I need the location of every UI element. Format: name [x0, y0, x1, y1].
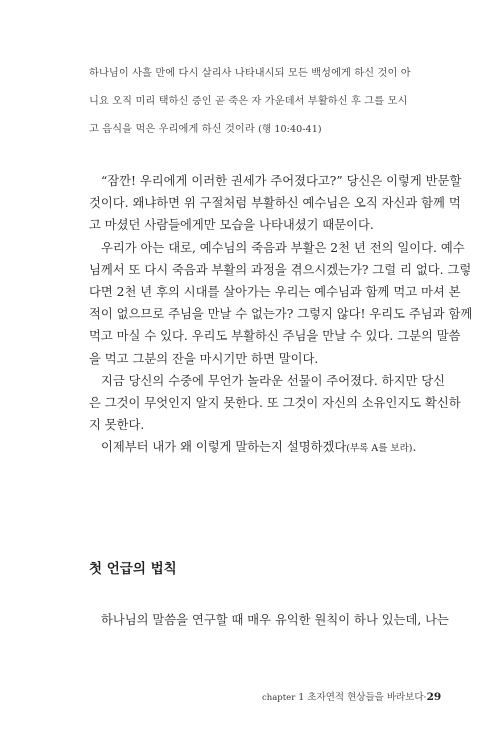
- appendix-note: (부록 A를 보라): [346, 443, 413, 455]
- quote-line: 하나님이 사흘 만에 다시 살리사 나타내시되 모든 백성에게 하신 것이 아: [89, 68, 411, 79]
- text-line: 지 못한다.: [89, 418, 145, 433]
- body-text: [89, 170, 473, 461]
- text-line: 우리가 아는 대로, 예수님의 죽음과 부활은 2천 년 전의 일이다. 예수: [101, 240, 465, 255]
- body-text-continued: [89, 609, 449, 631]
- paragraph-1: [89, 170, 462, 237]
- text-line: 은 그것이 무엇인지 알지 못한다. 또 그것이 자신의 소유인지도 확신하: [89, 396, 461, 411]
- text-line: “잠깐! 우리에게 이러한 권세가 주어졌다고?” 당신은 이렇게 반문할: [101, 174, 462, 188]
- paragraph-3: [89, 370, 461, 437]
- quote-reference: (행 10:40-41): [258, 124, 322, 135]
- paragraph-2: [89, 237, 473, 370]
- paragraph-4: [89, 436, 434, 460]
- chapter-number: 1: [298, 692, 305, 703]
- scripture-quote: [89, 60, 449, 144]
- text-line: 을 먹고 그분의 잔을 마시기만 하면 말이다.: [89, 351, 319, 366]
- quote-line: [89, 116, 449, 144]
- quote-line-text: 고 음식을 먹은 우리에게 하신 것이라: [89, 124, 255, 135]
- section-heading: 첫 언급의 법칙: [89, 561, 177, 577]
- text-line: 하나님의 말씀을 연구할 때 매우 유익한 원칙이 하나 있는데, 나는: [101, 613, 449, 627]
- text-line: 님께서 또 다시 죽음과 부활의 과정을 겪으시겠는가? 그럴 리 없다. 그렇: [89, 262, 472, 277]
- text-line: 적이 없으므로 주님을 만날 수 없는가? 그렇지 않다! 우리도 주님과 함께: [89, 307, 473, 322]
- closing-period: .: [412, 440, 417, 455]
- text-line: [89, 436, 434, 460]
- text-line: 다면 2천 년 후의 시대를 살아가는 우리는 예수님과 함께 먹고 마셔 본: [89, 285, 461, 300]
- text-line: 지금 당신의 수중에 무언가 놀라운 선물이 주어졌다. 하지만 당신: [101, 373, 446, 388]
- quote-line: 니요 오직 미리 택하신 증인 곧 죽은 자 가운데서 부활하신 후 그를 모시: [89, 96, 408, 107]
- chapter-title: 초자연적 현상들을 바라보다: [307, 692, 424, 703]
- page-number: 29: [426, 691, 442, 703]
- text-line: 고 마셨던 사람들에게만 모습을 나타내셨기 때문이다.: [89, 218, 374, 233]
- chapter-label: chapter: [262, 693, 296, 703]
- closing-text: 이제부터 내가 왜 이렇게 말하는지 설명하겠다: [101, 440, 347, 455]
- footer-separator: ·: [423, 692, 427, 703]
- page-footer: [262, 689, 441, 703]
- text-line: 것이다. 왜냐하면 위 구절처럼 부활하신 예수님은 오직 자신과 함께 먹: [89, 196, 461, 211]
- paragraph-5: [89, 609, 449, 631]
- text-line: 먹고 마실 수 있다. 우리도 부활하신 주님을 만날 수 있다. 그분의 말씀: [89, 329, 461, 344]
